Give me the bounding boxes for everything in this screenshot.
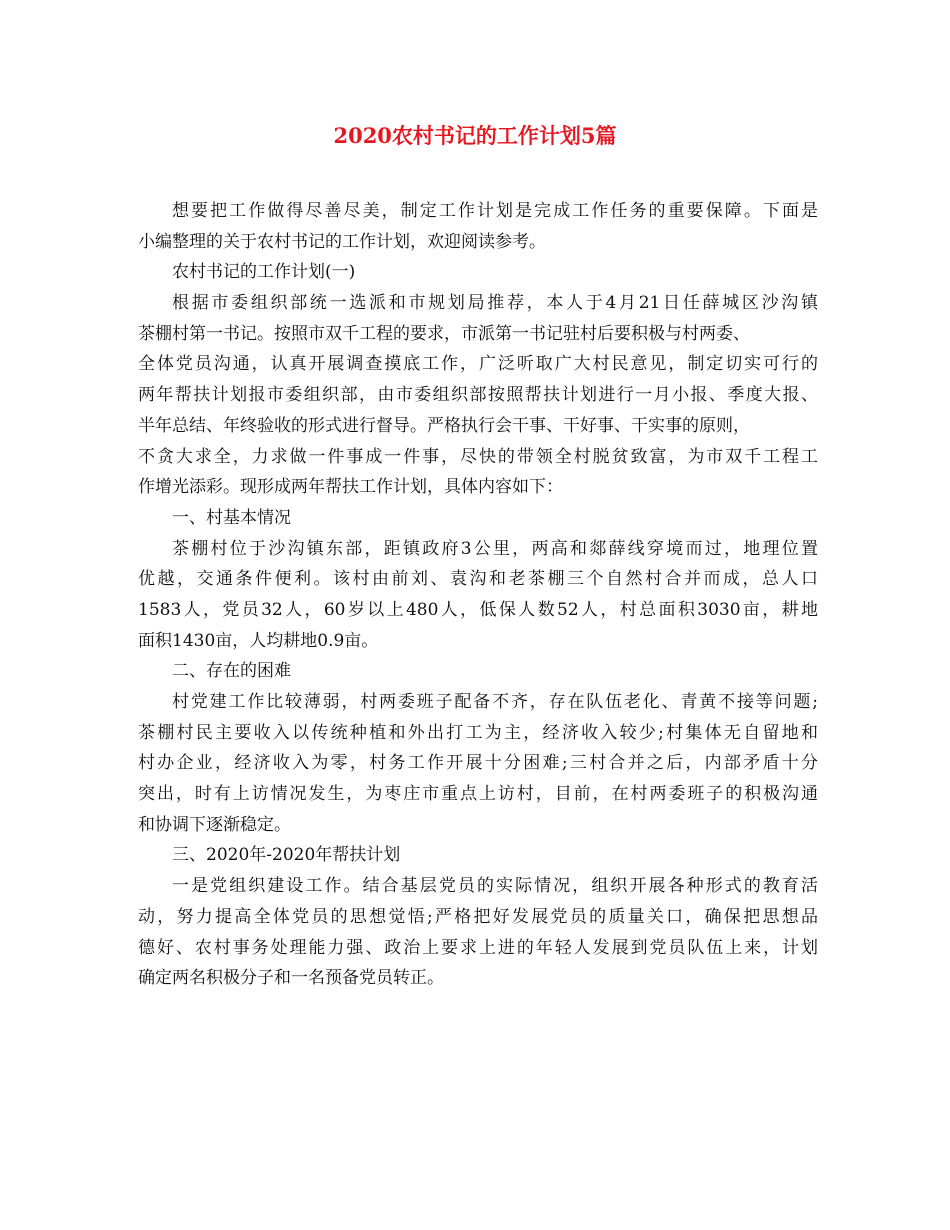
body-line: 一、村基本情况 bbox=[172, 507, 291, 528]
body-line: 动，努力提高全体党员的思想觉悟;严格把好发展党员的质量关口，确保把思想品 bbox=[138, 906, 818, 927]
body-line: 根据市委组织部统一选派和市规划局推荐，本人于4月21日任薛城区沙沟镇 bbox=[172, 293, 818, 314]
body-line: 面积1430亩，人均耕地0.9亩。 bbox=[138, 630, 379, 651]
body-line: 二、存在的困难 bbox=[172, 661, 291, 682]
body-line: 确定两名积极分子和一名预备党员转正。 bbox=[138, 968, 444, 989]
body-line: 村党建工作比较薄弱，村两委班子配备不齐，存在队伍老化、青黄不接等问题; bbox=[172, 692, 818, 712]
body-line: 小编整理的关于农村书记的工作计划，欢迎阅读参考。 bbox=[138, 231, 546, 252]
body-line: 和协调下逐渐稳定。 bbox=[138, 814, 291, 835]
body-line: 茶棚村第一书记。按照市双千工程的要求，市派第一书记驻村后要积极与村两委、 bbox=[138, 323, 750, 344]
body-line: 两年帮扶计划报市委组织部，由市委组织部按照帮扶计划进行一月小报、季度大报、 bbox=[138, 385, 818, 406]
document-body bbox=[138, 196, 818, 994]
body-line: 想要把工作做得尽善尽美，制定工作计划是完成工作任务的重要保障。下面是 bbox=[172, 201, 818, 221]
body-line: 不贪大求全，力求做一件事成一件事，尽快的带领全村脱贫致富，为市双千工程工 bbox=[138, 446, 818, 467]
body-line: 突出，时有上访情况发生，为枣庄市重点上访村，目前，在村两委班子的积极沟通 bbox=[138, 784, 818, 805]
body-line: 三、2020年-2020年帮扶计划 bbox=[172, 845, 401, 866]
body-line: 农村书记的工作计划(一) bbox=[172, 262, 356, 283]
body-line: 1583人，党员32人，60岁以上480人，低保人数52人，村总面积3030亩，耕地 bbox=[138, 599, 818, 620]
document-title: 2020农村书记的工作计划5篇 bbox=[333, 123, 617, 148]
body-line: 作增光添彩。现形成两年帮扶工作计划，具体内容如下： bbox=[138, 477, 563, 498]
body-line: 茶棚村位于沙沟镇东部，距镇政府3公里，两高和郯薛线穿境而过，地理位置 bbox=[172, 538, 818, 559]
body-line: 村办企业，经济收入为零，村务工作开展十分困难;三村合并之后，内部矛盾十分 bbox=[138, 753, 818, 774]
body-line: 全体党员沟通，认真开展调查摸底工作，广泛听取广大村民意见，制定切实可行的 bbox=[138, 354, 818, 375]
body-line: 半年总结、年终验收的形式进行督导。严格执行会干事、干好事、干实事的原则， bbox=[138, 415, 750, 436]
body-line: 茶棚村民主要收入以传统种植和外出打工为主，经济收入较少;村集体无自留地和 bbox=[138, 722, 818, 743]
body-line: 一是党组织建设工作。结合基层党员的实际情况，组织开展各种形式的教育活 bbox=[172, 876, 818, 897]
body-line: 德好、农村事务处理能力强、政治上要求上进的年轻人发展到党员队伍上来，计划 bbox=[138, 937, 818, 958]
body-line: 优越，交通条件便利。该村由前刘、袁沟和老茶棚三个自然村合并而成，总人口 bbox=[138, 569, 818, 590]
